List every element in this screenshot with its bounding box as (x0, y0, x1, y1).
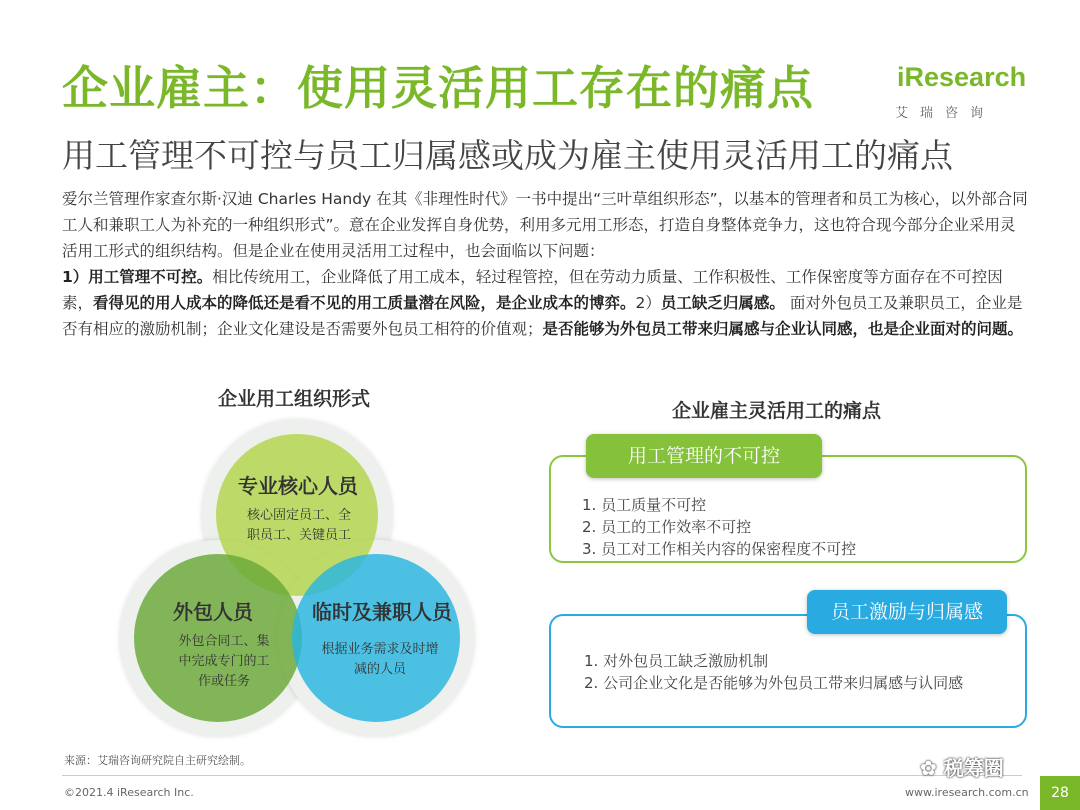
list-item: 1. 员工质量不可控 (582, 496, 707, 514)
outsource-title: 外包人员 (173, 600, 253, 624)
logo-wordmark: iResearch (897, 62, 1027, 92)
tag-control: 用工管理的不可控 (586, 434, 822, 478)
venn-diagram (118, 420, 488, 765)
website-link[interactable]: www.iresearch.com.cn (905, 786, 1029, 799)
control-list (582, 494, 856, 560)
logo-chinese: 艾瑞咨询 (895, 106, 996, 121)
wechat-icon: ✿ (920, 756, 944, 780)
page-number: 28 (1040, 776, 1080, 810)
outsource-desc: 外包合同工、集中完成专门的工作或任务 (178, 634, 270, 689)
belonging-list (584, 650, 984, 694)
page-subtitle: 用工管理不可控与员工归属感或成为雇主使用灵活用工的痛点 (62, 136, 953, 175)
intro-paragraph (62, 186, 1030, 342)
footer-divider (62, 775, 1022, 776)
list-item: 3. 员工对工作相关内容的保密程度不可控 (582, 540, 857, 558)
copyright: ©2021.4 iResearch Inc. (64, 786, 194, 799)
list-item: 1. 对外包员工缺乏激励机制 (584, 652, 769, 670)
parttime-desc: 根据业务需求及时增减的人员 (321, 642, 439, 677)
parttime-title: 临时及兼职人员 (312, 600, 452, 624)
tag-belonging: 员工激励与归属感 (807, 590, 1007, 634)
core-desc: 核心固定员工、全职员工、关键员工 (246, 508, 351, 543)
diagram-heading: 企业用工组织形式 (218, 388, 371, 410)
watermark (920, 752, 1004, 781)
circle-parttime (292, 554, 460, 722)
body-text-1: 爱尔兰管理作家查尔斯·汉迪 Charles Handy 在其《非理性时代》一书中提出“三叶草组织形态”，以基本的管理者和员工为核心，以外部合同工人和兼职工人为补充的一种组织形式”。意在企业发挥自身优势，利用多元用工形态，打造自身整体竞争力，这也符合现今部分企业采用灵活用工形式的组织结构。但是企业在使用灵活用工过程中，也会面临以下问题： (62, 190, 1028, 260)
body-text-3: 2） (635, 294, 661, 312)
body-text-4: 面对外包员工及兼职员工，企业是否有相应的激励机制；企业文化建设是否需要外包员工相符的价值观； (62, 294, 1023, 338)
core-title: 专业核心人员 (238, 474, 358, 498)
page-title: 企业雇主：使用灵活用工存在的痛点 (62, 61, 814, 115)
body-bold-4: 是否能够为外包员工带来归属感与企业认同感，也是企业面对的问题。 (542, 320, 1024, 338)
body-bold-3: 员工缺乏归属感。 (660, 294, 785, 312)
body-text-2: 相比传统用工，企业降低了用工成本，轻过程管控，但在劳动力质量、工作积极性、工作保密度等方面存在不可控因素， (62, 268, 1003, 312)
body-bold-2: 看得见的用人成本的降低还是看不见的用工质量潜在风险，是企业成本的博弈。 (93, 294, 636, 312)
list-item: 2. 公司企业文化是否能够为外包员工带来归属感与认同感 (584, 674, 964, 692)
watermark-text: 税筹圈 (943, 756, 1004, 780)
list-item: 2. 员工的工作效率不可控 (582, 518, 752, 536)
body-bold-1: 1）用工管理不可控。 (62, 268, 213, 286)
painpoints-heading: 企业雇主灵活用工的痛点 (672, 400, 882, 422)
source-note: 来源：艾瑞咨询研究院自主研究绘制。 (64, 754, 251, 767)
iresearch-logo (893, 58, 1027, 128)
